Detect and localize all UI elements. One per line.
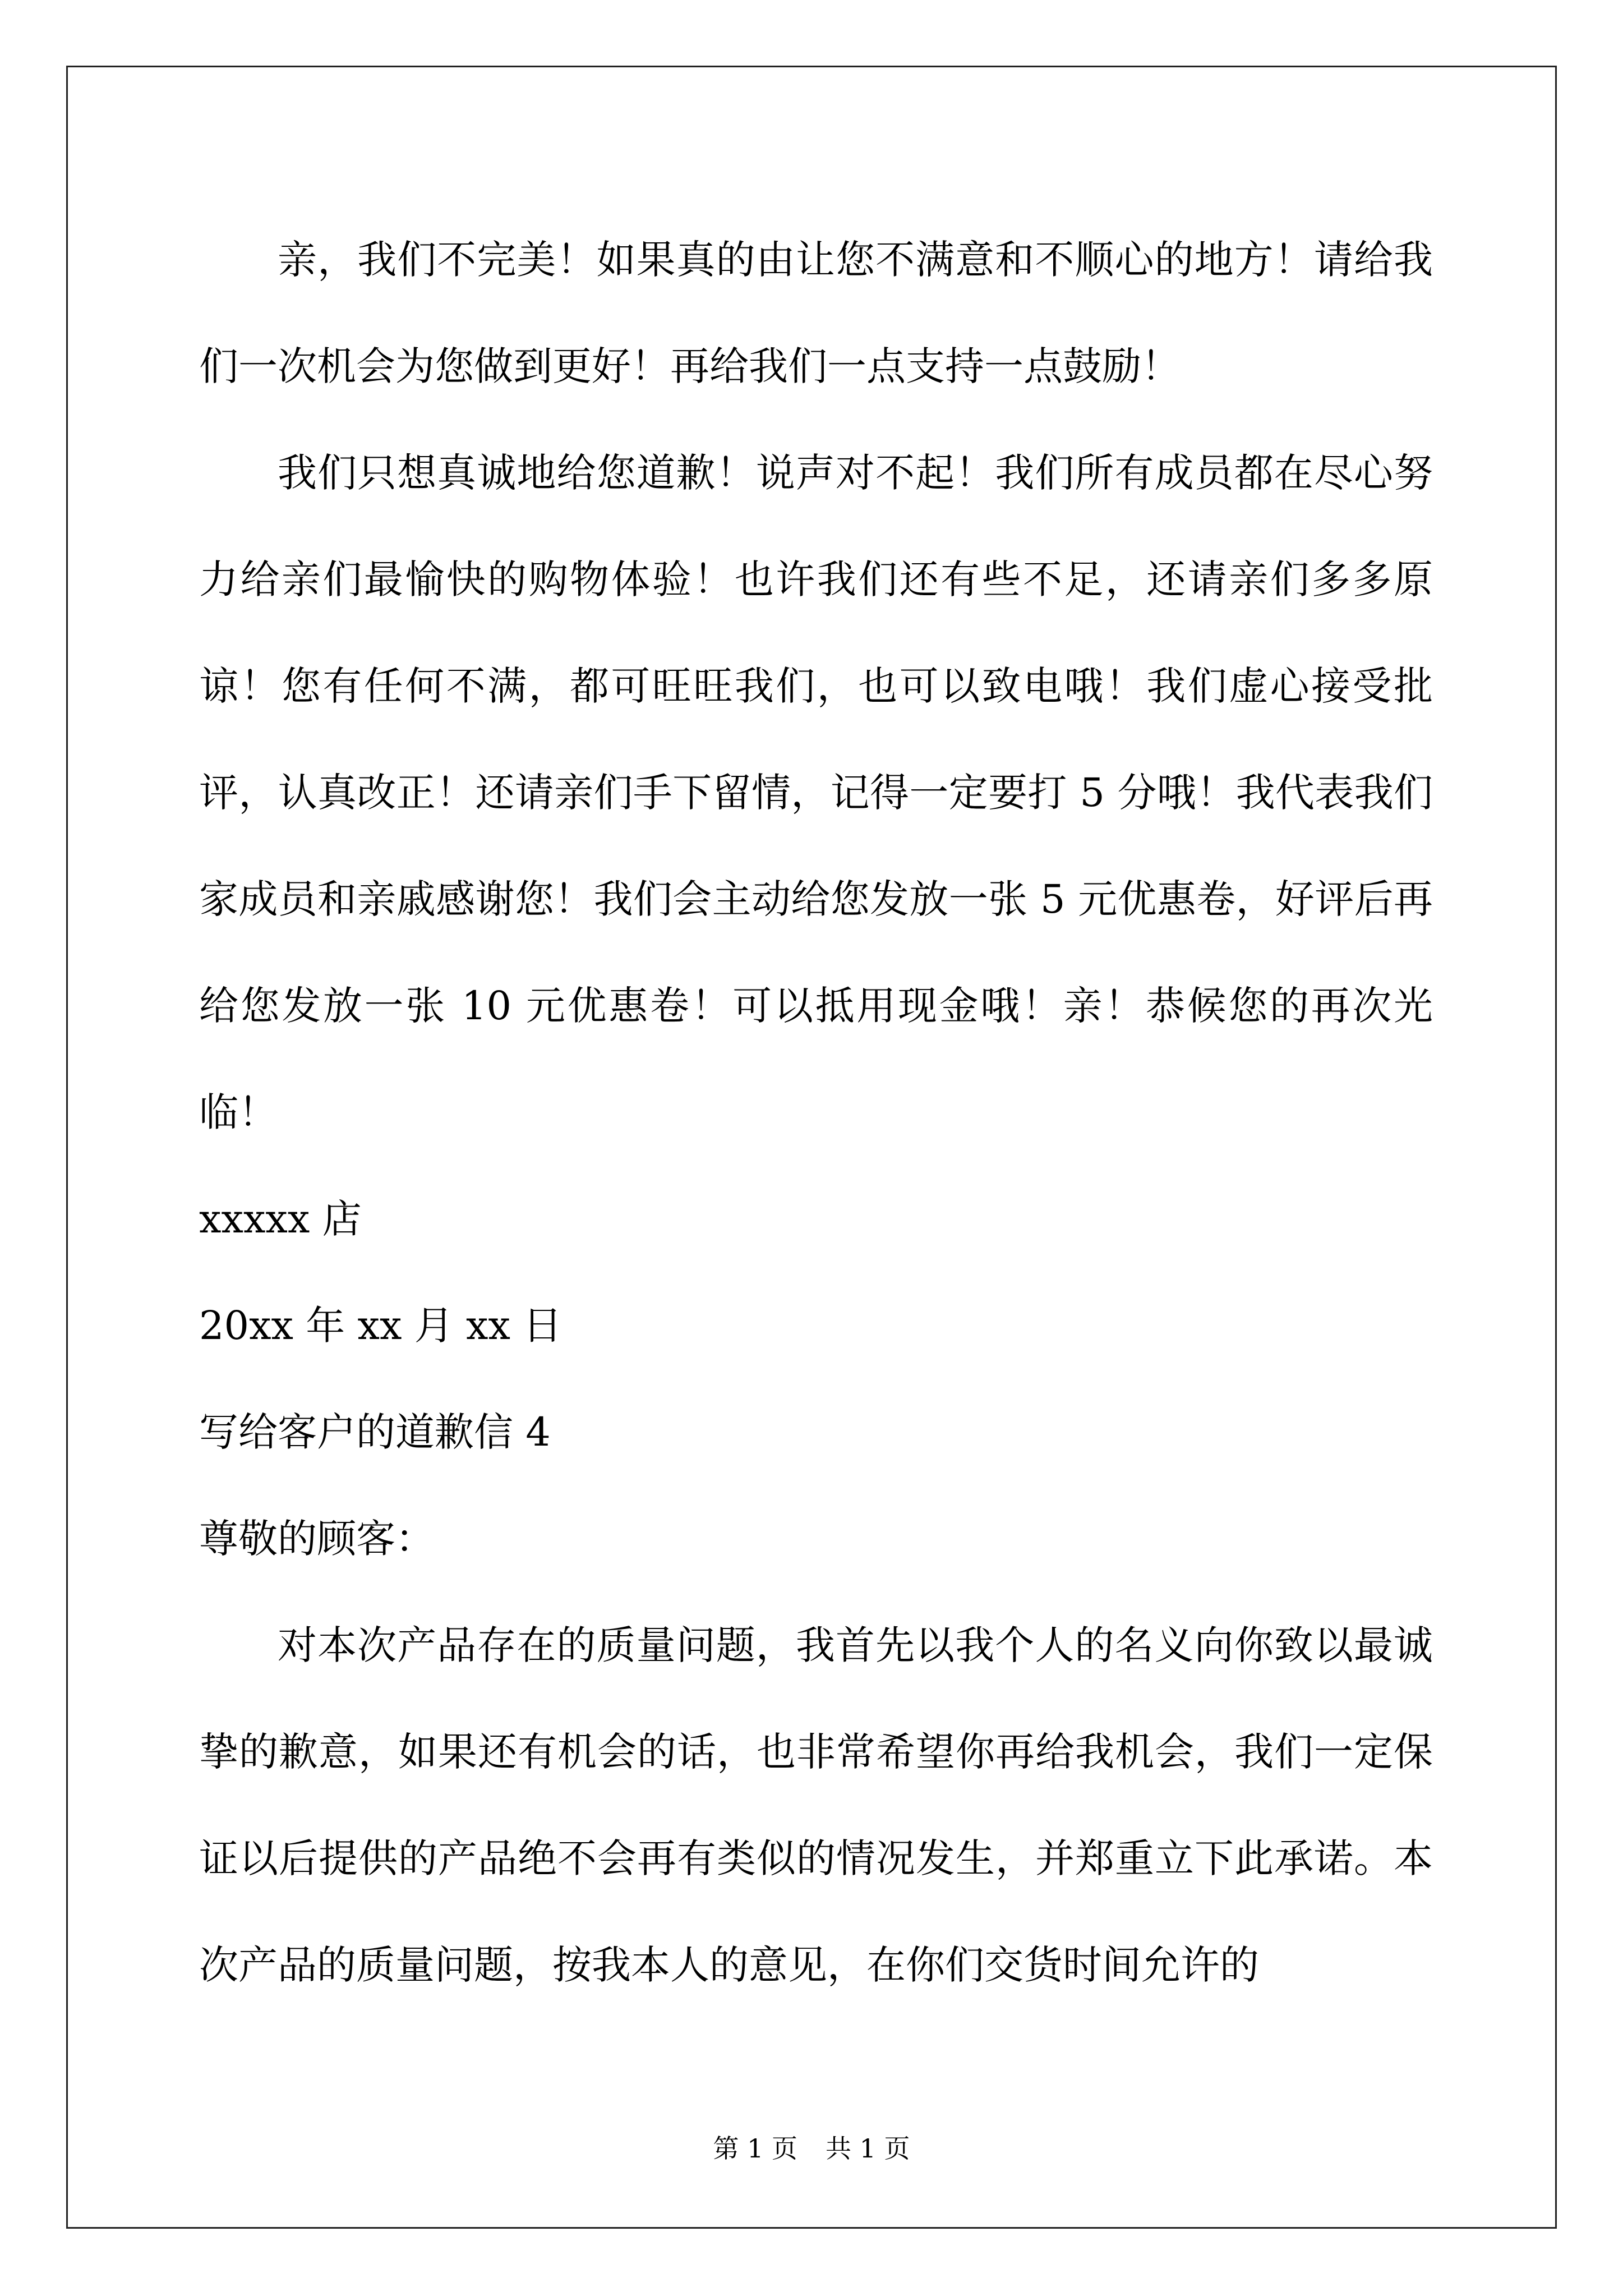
page-footer (0, 2132, 1623, 2165)
signature: xxxxx 店 (199, 1196, 362, 1242)
letter-title: 写给客户的道歉信 4 (199, 1409, 551, 1455)
date: 20xx 年 xx 月 xx 日 (199, 1303, 562, 1349)
page-number: 第 1 页 (713, 2133, 797, 2164)
salutation: 尊敬的顾客： (199, 1516, 435, 1562)
paragraph-3: 对本次产品存在的质量问题，我首先以我个人的名义向你致以最诚挚的歉意，如果还有机会的话，也非常希望你再给我机会，我们一定保证以后提供的产品绝不会再有类似的情况发生，并郑重立下此承诺。本次产品的质量问题，按我本人的意见，在你们交货时间允许的 (199, 1622, 1433, 1988)
document-body (199, 206, 1433, 2018)
paragraph-2: 我们只想真诚地给您道歉！说声对不起！我们所有成员都在尽心努力给亲们最愉快的购物体验！也许我们还有些不足，还请亲们多多原谅！您有任何不满，都可旺旺我们，也可以致电哦！我们虚心接受批评，认真改正！还请亲们手下留情，记得一定要打 5 分哦！我代表我们家成员和亲戚感谢您！我们会主动给您发放一张 5 元优惠卷，好评后再给您发放一张 10 元优惠卷！可以抵用现金哦！亲！恭候您的再次光临！ (199, 450, 1433, 1135)
page-total: 共 1 页 (826, 2133, 910, 2164)
paragraph-1: 亲，我们不完美！如果真的由让您不满意和不顺心的地方！请给我们一次机会为您做到更好！再给我们一点支持一点鼓励！ (199, 237, 1433, 389)
